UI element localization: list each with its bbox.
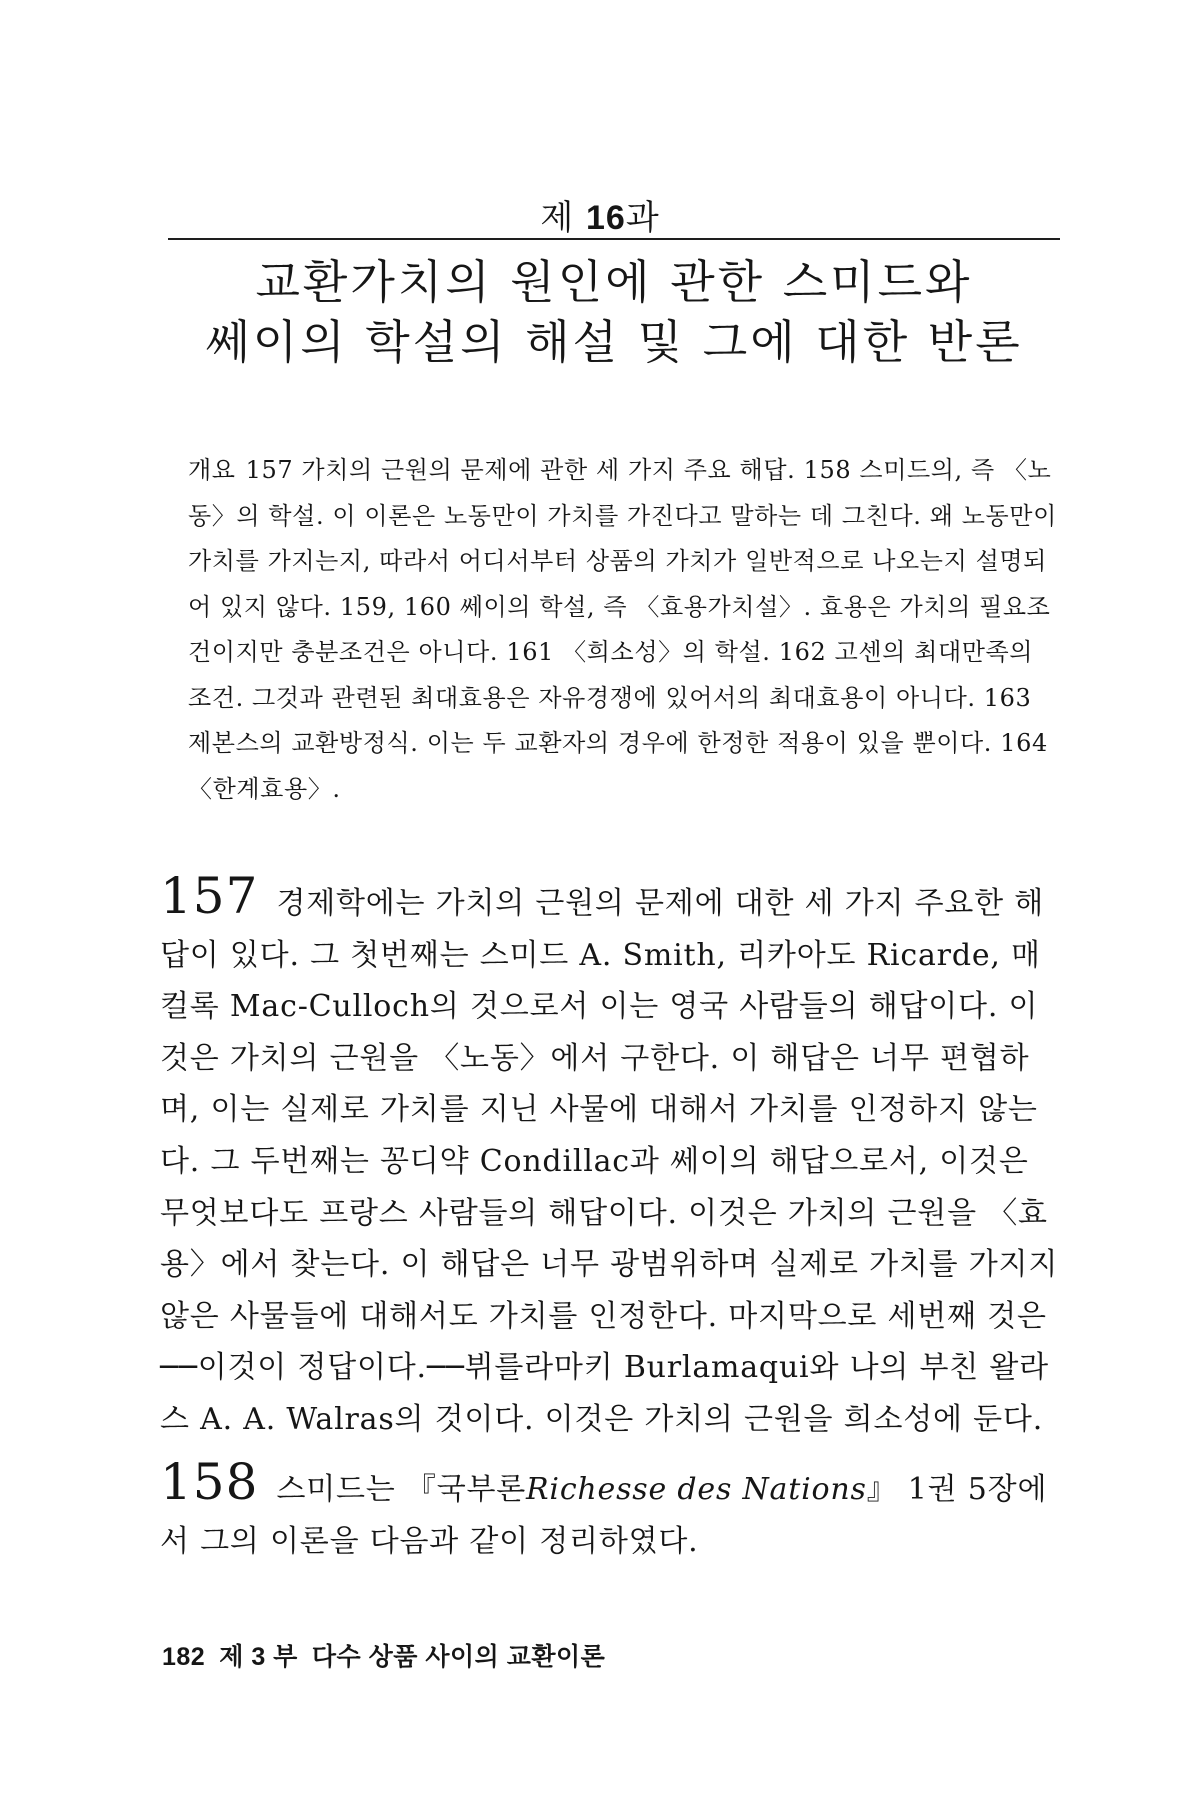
paragraph-157-text: 경제학에는 가치의 근원의 문제에 대한 세 가지 주요한 해답이 있다. 그 첫번째는 스미드 A. Smith, 리카아도 Ricarde, 매컬록 Mac-Culloch의 것으로서 이는 영국 사람들의 해답이다. 이것은 가치의 근원을 〈노동〉에서 구한다. 이 해답은 너무 편협하며, 이는 실제로 가치를 지닌 사물에 대해서 가치를 인정하지 않는다. 그 두번째는 꽁디약 Condillac과 쎄이의 해답으로서, 이것은 무엇보다도 프랑스 사람들의 해답이다. 이것은 가치의 근원을 〈효용〉에서 찾는다. 이 해답은 너무 광범위하며 실제로 가치를 가지지 않은 사물들에 대해서도 가치를 인정한다. 마지막으로 세번째 것은──이것이 정답이다.──뷔를라마키 Burlamaqui와 나의 부친 왈라스 A. A. Walras의 것이다. 이것은 가치의 근원을 희소성에 둔다. <box>160 886 1059 1437</box>
summary-text: 157 가치의 근원의 문제에 관한 세 가지 주요 해답. 158 스미드의, 즉 〈노동〉의 학설. 이 이론은 노동만이 가치를 가진다고 말하는 데 그친다. 왜 노동만이 가치를 가지는지, 따라서 어디서부터 상품의 가치가 일반적으로 나오는지 설명되어 있지 않다. 159, 160 쎄이의 학설, 즉 〈효용가치설〉. 효용은 가치의 필요조건이지만 충분조건은 아니다. 161 〈희소성〉의 학설. 162 고센의 최대만족의 조건. 그것과 관련된 최대효용은 자유경쟁에 있어서의 최대효용이 아니다. 163 제본스의 교환방정식. 이는 두 교환자의 경우에 한정한 적용이 있을 뿐이다. 164 〈한계효용〉. <box>188 456 1057 803</box>
section-number-157: 157 <box>160 867 259 925</box>
part-label: 제 3 부 <box>219 1643 298 1671</box>
summary-label: 개요 <box>188 456 236 484</box>
section-title: 다수 상품 사이의 교환이론 <box>311 1643 606 1671</box>
paragraph-157 <box>160 867 1060 1446</box>
chapter-title-line-2: 쎄이의 학설의 해설 및 그에 대한 반론 <box>205 315 1023 369</box>
lesson-suffix: 과 <box>625 198 660 238</box>
paragraph-158-text-after: 』 1권 5장에서 그의 이론을 다음과 같이 정리하였다. <box>160 1472 1048 1559</box>
lesson-heading <box>0 190 1200 239</box>
book-title-italic: Richesse des Nations <box>526 1472 867 1507</box>
heading-divider <box>168 238 1060 240</box>
lesson-prefix: 제 <box>540 198 575 238</box>
chapter-title-line-1: 교환가치의 원인에 관한 스미드와 <box>255 255 973 309</box>
summary-block <box>188 448 1060 812</box>
chapter-title <box>168 252 1060 372</box>
section-number-158: 158 <box>160 1453 259 1511</box>
page-footer <box>162 1637 619 1673</box>
paragraph-158 <box>160 1453 1060 1567</box>
lesson-number: 16 <box>585 199 626 237</box>
page-number: 182 <box>162 1643 206 1671</box>
paragraph-158-text-before: 스미드는 『국부론 <box>276 1472 527 1507</box>
